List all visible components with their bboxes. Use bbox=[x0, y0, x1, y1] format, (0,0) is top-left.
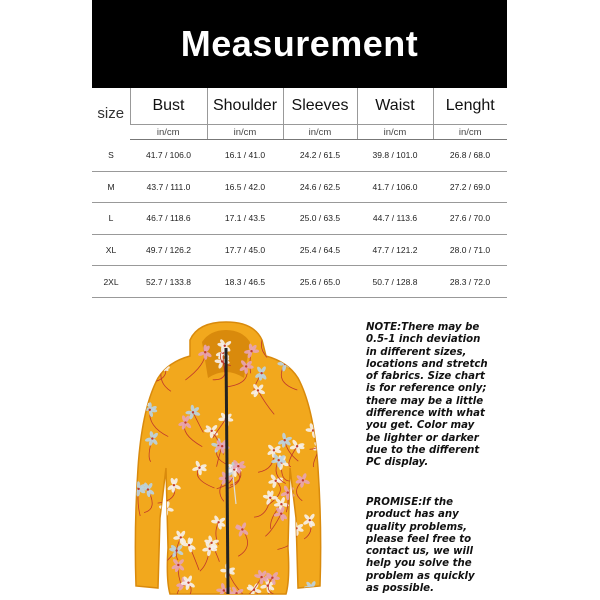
column-header-shoulder: Shoulder bbox=[207, 88, 283, 125]
waist-cell: 44.7 / 113.6 bbox=[357, 203, 433, 235]
length-cell: 26.8 / 68.0 bbox=[433, 140, 507, 172]
column-header-length: Lenght bbox=[433, 88, 507, 125]
bust-cell: 43.7 / 111.0 bbox=[130, 171, 207, 203]
size-header: size bbox=[97, 105, 125, 123]
length-cell: 28.0 / 71.0 bbox=[433, 234, 507, 266]
table-row bbox=[92, 140, 507, 172]
size-chart-table bbox=[92, 88, 507, 298]
bust-cell: 41.7 / 106.0 bbox=[130, 140, 207, 172]
header-row bbox=[92, 88, 507, 125]
length-cell: 27.6 / 70.0 bbox=[433, 203, 507, 235]
bust-cell: 52.7 / 133.8 bbox=[130, 266, 207, 298]
waist-cell: 50.7 / 128.8 bbox=[357, 266, 433, 298]
column-header-bust: Bust bbox=[130, 88, 207, 125]
title-banner bbox=[92, 0, 507, 88]
promise-text: PROMISE:If the product has any quality problems, please feel free to contact us, we will help you solve the problem as quickly as possible. bbox=[366, 497, 475, 595]
unit-row bbox=[92, 125, 507, 140]
column-header-waist: Waist bbox=[357, 88, 433, 125]
bust-cell: 46.7 / 118.6 bbox=[130, 203, 207, 235]
size-cell: M bbox=[92, 171, 130, 203]
unit-label: in/cm bbox=[207, 125, 283, 140]
length-cell: 27.2 / 69.0 bbox=[433, 171, 507, 203]
bust-cell: 49.7 / 126.2 bbox=[130, 234, 207, 266]
table-row bbox=[92, 203, 507, 235]
unit-label: in/cm bbox=[130, 125, 207, 140]
page-title: Measurement bbox=[180, 23, 419, 64]
shoulder-cell: 18.3 / 46.5 bbox=[207, 266, 283, 298]
sleeves-cell: 24.6 / 62.5 bbox=[283, 171, 357, 203]
table-row bbox=[92, 171, 507, 203]
shoulder-cell: 17.1 / 43.5 bbox=[207, 203, 283, 235]
length-cell: 28.3 / 72.0 bbox=[433, 266, 507, 298]
shoulder-cell: 16.1 / 41.0 bbox=[207, 140, 283, 172]
size-cell: L bbox=[92, 203, 130, 235]
sleeves-cell: 25.4 / 64.5 bbox=[283, 234, 357, 266]
column-header-sleeves: Sleeves bbox=[283, 88, 357, 125]
shoulder-cell: 16.5 / 42.0 bbox=[207, 171, 283, 203]
size-cell: 2XL bbox=[92, 266, 130, 298]
jacket-zipper bbox=[226, 348, 228, 594]
table-row bbox=[92, 266, 507, 298]
floral-jacket-image bbox=[128, 318, 328, 600]
waist-cell: 47.7 / 121.2 bbox=[357, 234, 433, 266]
unit-label: in/cm bbox=[283, 125, 357, 140]
size-cell: S bbox=[92, 140, 130, 172]
sleeves-cell: 25.6 / 65.0 bbox=[283, 266, 357, 298]
waist-cell: 41.7 / 106.0 bbox=[357, 171, 433, 203]
note-text: NOTE:There may be 0.5-1 inch deviation in different sizes, locations and stretch of fabrics. Size chart is for reference only; there may be a little difference with what you get. Color may be lighter or darker due to the different PC display. bbox=[366, 322, 488, 469]
table-row bbox=[92, 234, 507, 266]
waist-cell: 39.8 / 101.0 bbox=[357, 140, 433, 172]
unit-label: in/cm bbox=[433, 125, 507, 140]
unit-label: in/cm bbox=[357, 125, 433, 140]
sleeves-cell: 25.0 / 63.5 bbox=[283, 203, 357, 235]
size-cell: XL bbox=[92, 234, 130, 266]
sleeves-cell: 24.2 / 61.5 bbox=[283, 140, 357, 172]
shoulder-cell: 17.7 / 45.0 bbox=[207, 234, 283, 266]
